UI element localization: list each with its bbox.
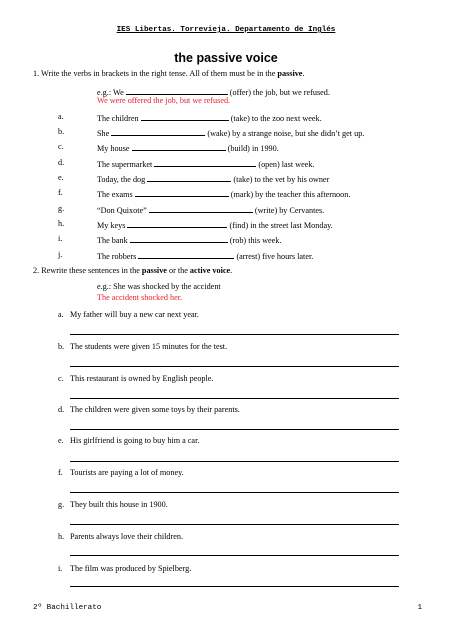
answer-line[interactable] bbox=[70, 586, 399, 587]
answer-blank[interactable] bbox=[111, 127, 205, 136]
answer-line[interactable] bbox=[70, 524, 399, 525]
list-item: The supermarket (open) last week. bbox=[97, 160, 315, 169]
answer-blank[interactable] bbox=[154, 158, 256, 167]
list-item: They built this house in 1900. bbox=[70, 500, 168, 509]
answer-line[interactable] bbox=[70, 334, 399, 335]
list-item: Today, the dog (take) to the vet by his owner bbox=[97, 175, 330, 184]
section1-instruction: 1. Write the verbs in brackets in the right tense. All of them must be in the passive. bbox=[33, 69, 305, 78]
answer-blank[interactable] bbox=[138, 250, 234, 259]
list-item-letter: i. bbox=[58, 234, 63, 243]
page-title: the passive voice bbox=[174, 51, 278, 65]
footer-course: 2º Bachillerato bbox=[33, 604, 102, 612]
list-item: Parents always love their children. bbox=[70, 532, 183, 541]
list-item-letter: b. bbox=[58, 342, 65, 351]
list-item-letter: g. bbox=[58, 500, 65, 509]
answer-blank[interactable] bbox=[149, 204, 253, 213]
list-item: The children (take) to the zoo next week. bbox=[97, 114, 322, 123]
answer-line[interactable] bbox=[70, 429, 399, 430]
list-item: Tourists are paying a lot of money. bbox=[70, 468, 184, 477]
answer-blank[interactable] bbox=[127, 219, 227, 228]
section1-example: e.g.: We (offer) the job, but we refused. bbox=[97, 88, 330, 97]
list-item-letter: h. bbox=[58, 219, 65, 228]
list-item: The bank (rob) this week. bbox=[97, 236, 282, 245]
section2-instruction: 2. Rewrite these sentences in the passive or the active voice. bbox=[33, 266, 233, 275]
list-item-letter: j. bbox=[58, 250, 63, 259]
answer-line[interactable] bbox=[70, 398, 399, 399]
section2-example-answer: The accident shocked her. bbox=[97, 293, 183, 302]
list-item-letter: c. bbox=[58, 374, 64, 383]
list-item-letter: i. bbox=[58, 564, 63, 573]
answer-blank[interactable] bbox=[147, 173, 231, 182]
section1-example-answer: We were offered the job, but we refused. bbox=[97, 96, 231, 105]
answer-blank[interactable] bbox=[130, 234, 228, 243]
list-item: My father will buy a new car next year. bbox=[70, 310, 199, 319]
list-item-letter: f. bbox=[58, 188, 63, 197]
list-item-letter: c. bbox=[58, 142, 64, 151]
section2-example: e.g.: She was shocked by the accident bbox=[97, 282, 221, 291]
answer-blank[interactable] bbox=[141, 112, 229, 121]
list-item: She (wake) by a strange noise, but she didn’t get up. bbox=[97, 129, 365, 138]
list-item: The exams (mark) by the teacher this afternoon. bbox=[97, 190, 351, 199]
page-number: 1 bbox=[417, 604, 422, 612]
answer-line[interactable] bbox=[70, 555, 399, 556]
list-item-letter: d. bbox=[58, 405, 65, 414]
list-item-letter: a. bbox=[58, 310, 64, 319]
list-item: The children were given some toys by their parents. bbox=[70, 405, 240, 414]
answer-line[interactable] bbox=[70, 366, 399, 367]
list-item-letter: a. bbox=[58, 112, 64, 121]
list-item: My keys (find) in the street last Monday. bbox=[97, 221, 333, 230]
list-item-letter: h. bbox=[58, 532, 65, 541]
answer-blank[interactable] bbox=[135, 188, 229, 197]
list-item: My house (build) in 1990. bbox=[97, 144, 279, 153]
answer-blank[interactable] bbox=[132, 142, 226, 151]
list-item: The film was produced by Spielberg. bbox=[70, 564, 192, 573]
list-item-letter: d. bbox=[58, 158, 65, 167]
list-item-letter: f. bbox=[58, 468, 63, 477]
list-item: This restaurant is owned by English people. bbox=[70, 374, 214, 383]
list-item-letter: g. bbox=[58, 204, 65, 213]
page-header: IES Libertas. Torrevieja. Departamento de Inglés bbox=[116, 26, 336, 34]
answer-blank[interactable] bbox=[126, 86, 228, 95]
list-item: The robbers (arrest) five hours later. bbox=[97, 252, 314, 261]
list-item-letter: e. bbox=[58, 173, 64, 182]
list-item: His girlfriend is going to buy him a car. bbox=[70, 436, 200, 445]
answer-line[interactable] bbox=[70, 461, 399, 462]
list-item-letter: b. bbox=[58, 127, 65, 136]
list-item: The students were given 15 minutes for the test. bbox=[70, 342, 228, 351]
list-item-letter: e. bbox=[58, 436, 64, 445]
list-item: “Don Quixote” (write) by Cervantes. bbox=[97, 206, 325, 215]
answer-line[interactable] bbox=[70, 492, 399, 493]
